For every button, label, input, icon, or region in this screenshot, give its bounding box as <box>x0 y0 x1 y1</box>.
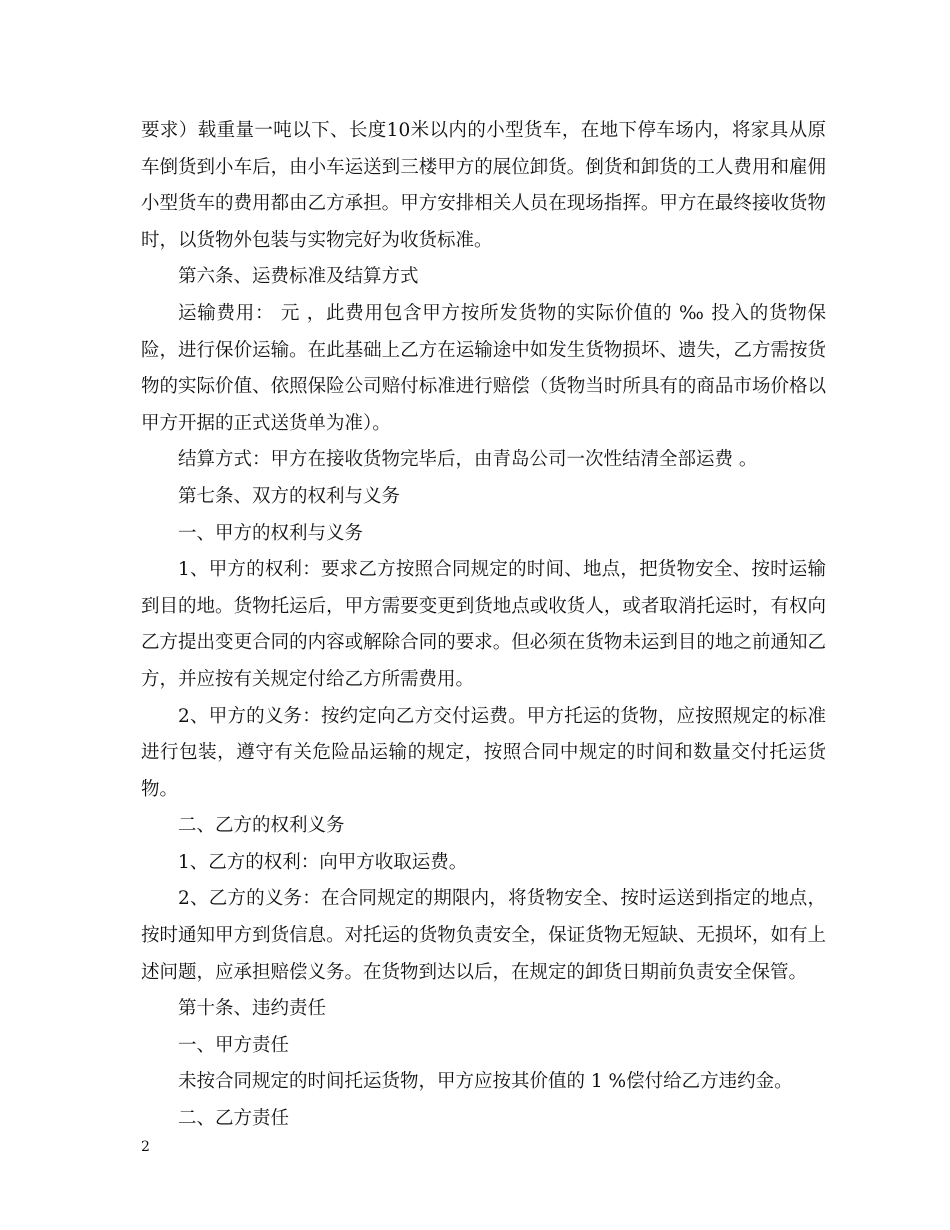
article-6-heading: 第六条、运费标准及结算方式 <box>178 266 419 288</box>
paragraph-party-a-rights: 1、甲方的权利：要求乙方按照合同规定的时间、地点，把货物安全、按时运输到目的地。货物托运后，甲方需要变更到货地点或收货人，或者取消托运时，有权向乙方提出变更合同的内容或解除合同的要求。但必须在货物未运到目的地之前通知乙方，并应按有关规定付给乙方所需费用。 <box>141 559 826 690</box>
document-body <box>141 113 826 1138</box>
party-a-liability-heading: 一、甲方责任 <box>178 1034 290 1056</box>
paragraph-transport-fee: 运输费用： 元 ，此费用包含甲方按所发货物的实际价值的 ‰ 投入的货物保险，进行保价运输。在此基础上乙方在运输途中如发生货物损坏、遗失，乙方需按货物的实际价值、依照保险公司赔付标准进行赔偿（货物当时所具有的商品市场价格以甲方开据的正式送货单为准）。 <box>141 302 826 434</box>
party-b-rights-heading: 二、乙方的权利义务 <box>178 815 345 837</box>
paragraph-party-b-obligations: 2、乙方的义务：在合同规定的期限内，将货物安全、按时运送到指定的地点，按时通知甲方到货信息。对托运的货物负责安全，保证货物无短缺、无损坏，如有上述问题，应承担赔偿义务。在货物到达以后，在规定的卸货日期前负责安全保管。 <box>141 888 826 983</box>
paragraph-settlement-method: 结算方式：甲方在接收货物完毕后，由青岛公司一次性结清全部运费 。 <box>178 449 758 471</box>
paragraph-party-a-obligations: 2、甲方的义务：按约定向乙方交付运费。甲方托运的货物，应按照规定的标准进行包装，遵守有关危险品运输的规定，按照合同中规定的时间和数量交付托运货物。 <box>141 705 826 800</box>
party-b-liability-heading: 二、乙方责任 <box>178 1108 290 1130</box>
paragraph-delivery-requirements: 要求）载重量一吨以下、长度10米以内的小型货车，在地下停车场内，将家具从原车倒货到小车后，由小车运送到三楼甲方的展位卸货。倒货和卸货的工人费用和雇佣小型货车的费用都由乙方承担。甲方安排相关人员在现场指挥。甲方在最终接收货物时，以货物外包装与实物完好为收货标准。 <box>141 120 826 251</box>
page-number: 2 <box>141 1139 150 1155</box>
paragraph-party-b-rights: 1、乙方的权利：向甲方收取运费。 <box>178 851 468 873</box>
paragraph-party-a-liability: 未按合同规定的时间托运货物，甲方应按其价值的 1 %偿付给乙方违约金。 <box>178 1071 793 1093</box>
party-a-rights-heading: 一、甲方的权利与义务 <box>178 522 364 544</box>
article-10-heading: 第十条、违约责任 <box>178 998 327 1020</box>
article-7-heading: 第七条、双方的权利与义务 <box>178 485 401 507</box>
